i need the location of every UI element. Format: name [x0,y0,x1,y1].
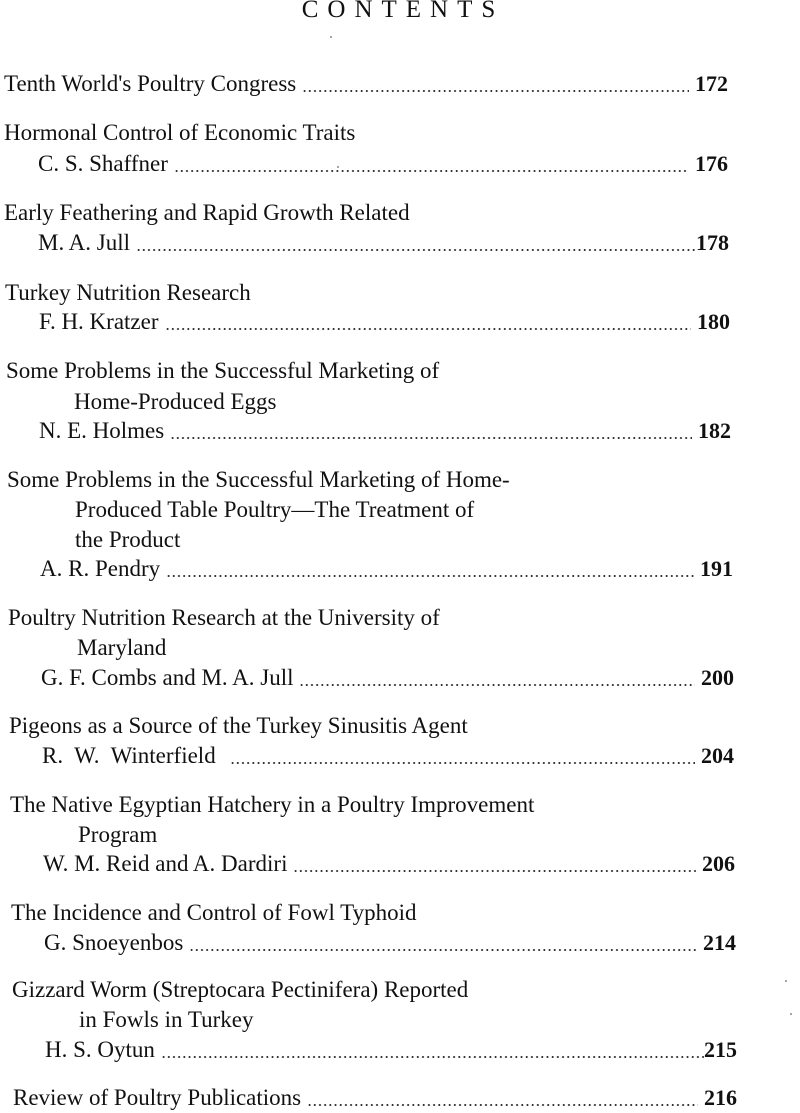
dot-leader [174,153,689,173]
entry-title: Some Problems in the Successful Marketing of [6,358,440,383]
entry-title: The Incidence and Control of Fowl Typhoid [11,900,417,925]
page-number: 176 [695,151,728,176]
page-number: 172 [695,71,728,96]
dot-leader [230,745,695,765]
entry-author: G. Snoeyenbos [44,930,184,955]
toc-entry-9[interactable] [44,928,736,958]
entry-title-continuation: Maryland [77,635,167,660]
page-number: 182 [698,418,731,443]
toc-entry-0[interactable] [4,69,728,99]
entry-author: N. E. Holmes [39,418,165,443]
entry-author: M. A. Jull [38,230,131,255]
toc-entry-11[interactable] [13,1083,737,1113]
dot-leader [136,232,696,252]
entry-title: Hormonal Control of Economic Traits [4,120,356,145]
entry-title-continuation: Home-Produced Eggs [74,389,277,414]
entry-author: C. S. Shaffner [38,151,168,176]
dot-leader [189,932,697,952]
page-number: 216 [704,1085,737,1110]
entry-title: Gizzard Worm (Streptocara Pectinifera) Reported [12,977,469,1002]
dot-leader [307,1087,698,1107]
scan-speck [785,980,787,982]
page-number: 191 [700,556,733,581]
dot-leader [302,73,689,93]
page-number: 204 [701,743,734,768]
page-number: 206 [702,851,735,876]
entry-author: G. F. Combs and M. A. Jull [41,665,294,690]
entry-title-continuation: Produced Table Poultry—The Treatment of [75,497,475,522]
page-number: 214 [703,930,736,955]
entry-title-continuation: Program [78,822,158,847]
entry-title-continuation: in Fowls in Turkey [79,1007,254,1032]
page-number: 178 [696,230,729,255]
scan-speck [790,1013,792,1015]
entry-title-continuation: the Product [75,527,181,552]
dot-leader [166,558,694,578]
toc-entry-6[interactable] [41,663,734,693]
entry-author: R. W. Winterfield [42,743,216,768]
entry-author: A. R. Pendry [40,556,161,581]
dot-leader [165,311,691,331]
dot-leader [299,667,695,687]
entry-author: F. H. Kratzer [39,309,159,334]
entry-title: Review of Poultry Publications [13,1085,302,1110]
dot-leader [293,853,696,873]
dot-leader [161,1039,704,1059]
page-number: 180 [697,309,730,334]
toc-entry-4[interactable] [39,416,731,446]
toc-entry-8[interactable] [43,849,735,879]
entry-title: Pigeons as a Source of the Turkey Sinusitis Agent [9,713,468,738]
toc-entry-3[interactable] [39,307,730,337]
toc-entry-5[interactable] [40,554,733,584]
toc-entry-10[interactable] [45,1035,737,1065]
toc-entry-2[interactable] [38,228,729,258]
entry-title: Poultry Nutrition Research at the University of [8,605,440,630]
entry-title: Turkey Nutrition Research [5,280,251,305]
entry-author: W. M. Reid and A. Dardiri [43,851,288,876]
dot-leader [170,420,692,440]
entry-title: Tenth World's Poultry Congress [4,71,297,96]
entry-author: H. S. Oytun [45,1037,155,1062]
entry-title: Some Problems in the Successful Marketing of Home- [7,467,510,492]
scan-speck [330,36,332,38]
scan-speck [337,166,339,168]
entry-title: Early Feathering and Rapid Growth Related [4,200,410,225]
page-number: 200 [701,665,734,690]
page-heading: CONTENTS [301,0,505,23]
toc-entry-7[interactable] [42,741,734,771]
entry-title: The Native Egyptian Hatchery in a Poultry Improvement [10,792,535,817]
page-number: 215 [704,1037,737,1062]
toc-entry-1[interactable] [38,149,728,179]
